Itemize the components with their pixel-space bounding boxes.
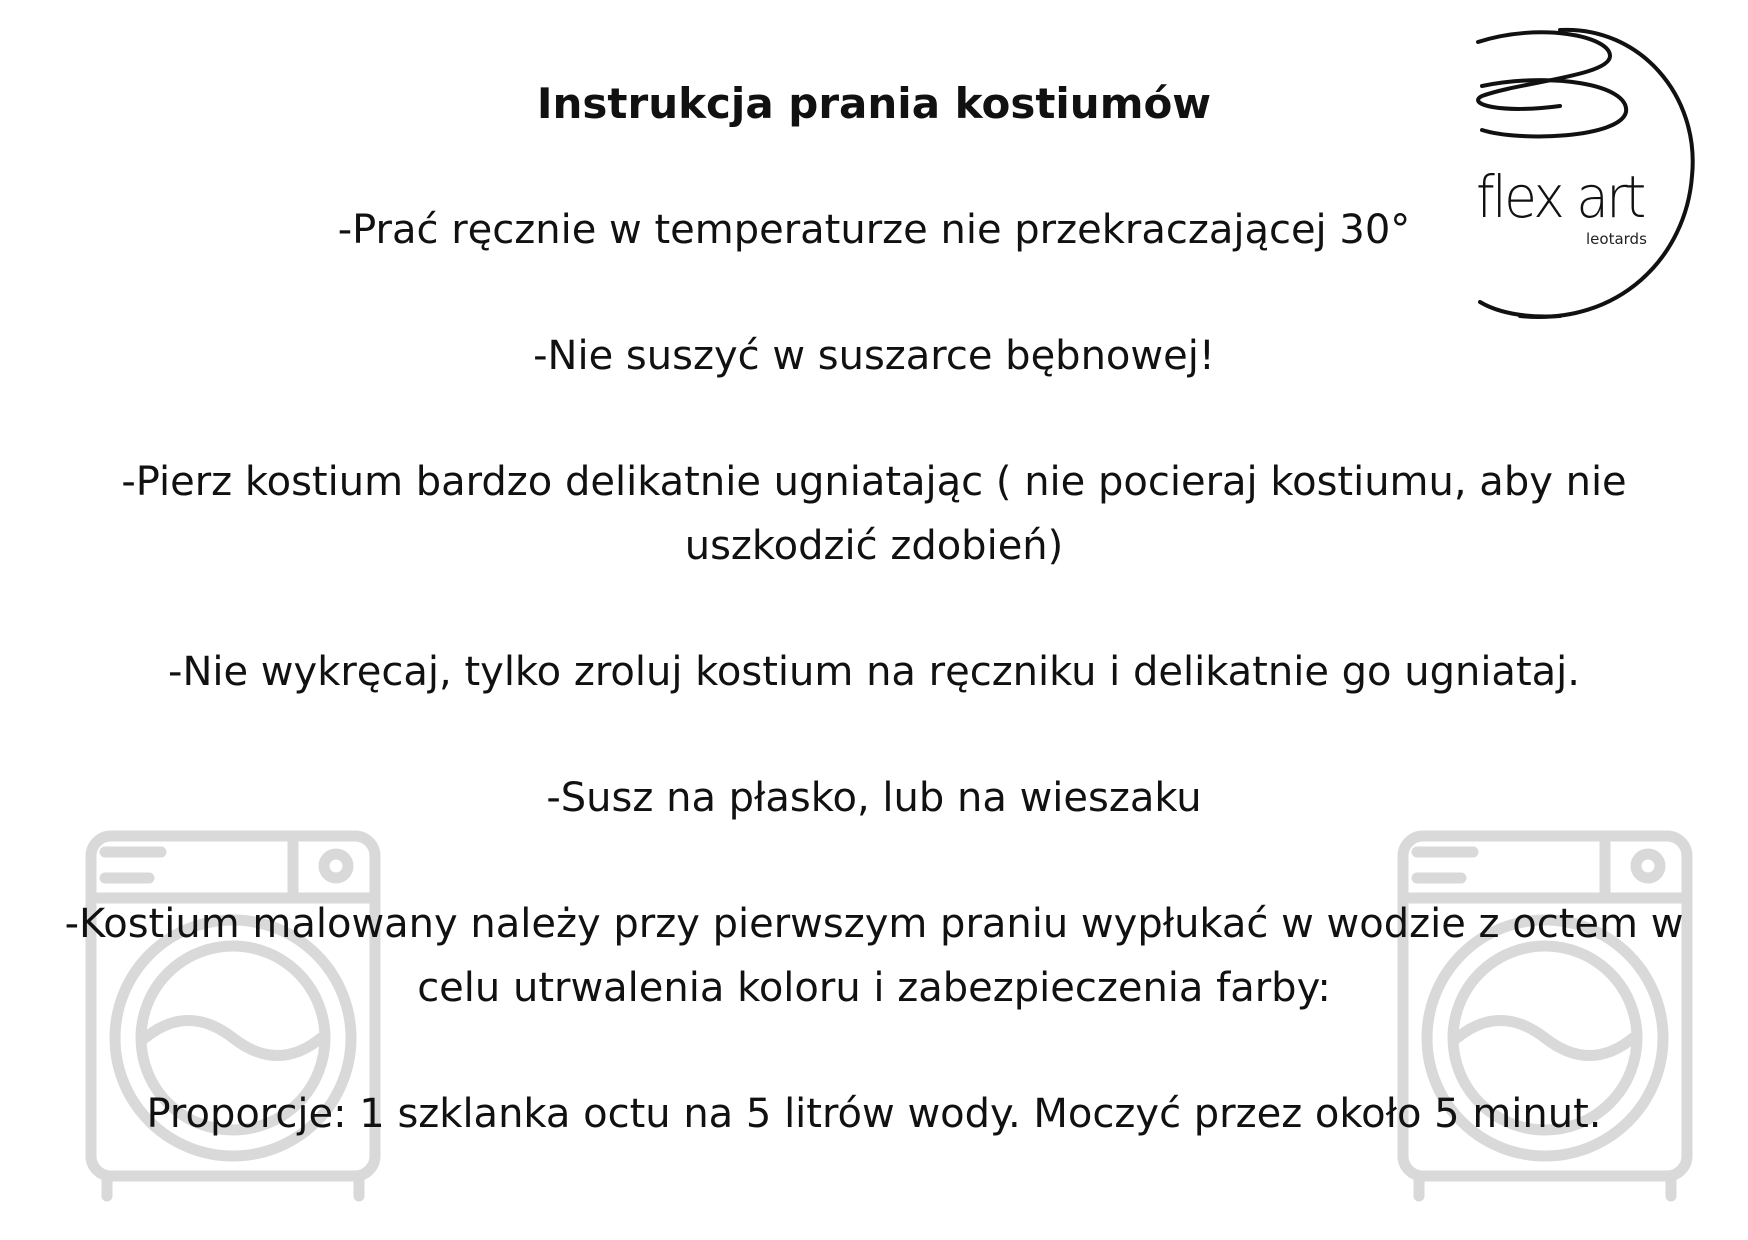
instruction-gentle-wash: -Pierz kostium bardzo delikatnie ugniatając ( nie pocieraj kostiumu, aby nie	[121, 459, 1627, 505]
instruction-proportions: Proporcje: 1 szklanka octu na 5 litrów wody. Moczyć przez około 5 minut.	[146, 1091, 1602, 1137]
instruction-vinegar-rinse: -Kostium malowany należy przy pierwszym praniu wypłukać w wodzie z octem w	[64, 901, 1684, 947]
instruction-dry-flat: -Susz na płasko, lub na wieszaku	[546, 775, 1202, 821]
instruction-no-tumble-dry: -Nie suszyć w suszarce bębnowej!	[533, 333, 1215, 379]
instruction-hand-wash: -Prać ręcznie w temperaturze nie przekraczającej 30°	[337, 207, 1411, 253]
instruction-no-wring: -Nie wykręcaj, tylko zroluj kostium na ręczniku i delikatnie go ugniataj.	[168, 649, 1580, 695]
instruction-vinegar-rinse-cont: celu utrwalenia koloru i zabezpieczenia farby:	[417, 965, 1331, 1011]
logo-tagline: leotards	[1586, 230, 1647, 248]
document-title: Instrukcja prania kostiumów	[536, 79, 1212, 128]
instruction-gentle-wash-cont: uszkodzić zdobień)	[684, 523, 1064, 569]
logo-name: flex art	[1476, 163, 1644, 231]
